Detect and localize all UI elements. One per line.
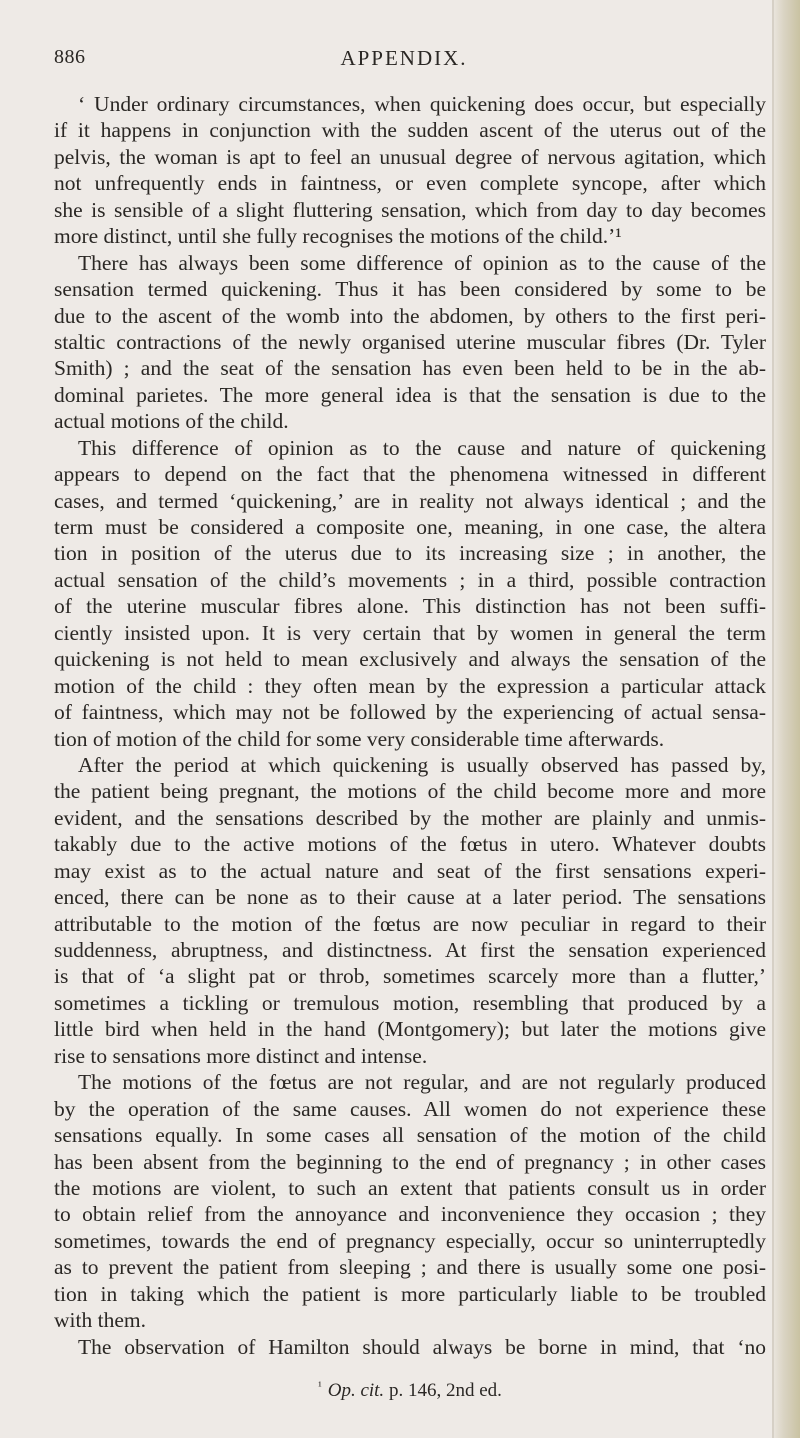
text-line: due to the ascent of the womb into the abdomen, by others to the first peri- (54, 303, 766, 328)
text-line: the motions are violent, to such an extent that patients consult us in order (54, 1175, 766, 1200)
text-line: rise to sensations more distinct and intense. (54, 1043, 428, 1068)
text-line: to obtain relief from the annoyance and inconvenience they occasion ; they (54, 1202, 766, 1227)
text-line: enced, there can be none as to their cause at a later period. The sensations (54, 885, 766, 910)
text-line: tion in taking which the patient is more particularly liable to be troubled (54, 1281, 766, 1306)
text-line: staltic contractions of the newly organised uterine muscular fibres (Dr. Tyler (54, 329, 766, 354)
text-line: term must be considered a composite one, meaning, in one case, the altera (54, 515, 766, 539)
footnote-citation: Op. cit. (327, 1380, 385, 1401)
text-line: cases, and termed ‘quickening,’ are in reality not always identical ; and the (54, 488, 766, 513)
text-line: motion of the child : they often mean by the expression a particular attack (54, 673, 766, 698)
text-line: sometimes a tickling or tremulous motion, resembling that produced by a (54, 990, 766, 1015)
text-line: dominal parietes. The more general idea is that the sensation is due to the (54, 382, 766, 407)
footnote-marker: ¹ (318, 1379, 322, 1393)
text-line: The motions of the fœtus are not regular, and are not regularly produced (78, 1070, 766, 1095)
text-line: more distinct, until she fully recognises the motions of the child.’¹ (54, 224, 622, 249)
text-line: quickening is not held to mean exclusively and always the sensation of the (54, 647, 766, 672)
text-line: takably due to the active motions of the fœtus in utero. Whatever doubts (54, 832, 766, 857)
text-line: sensations equally. In some cases all sensation of the motion of the child (54, 1123, 766, 1148)
page-header (54, 46, 754, 76)
text-line: evident, and the sensations described by the mother are plainly and unmis- (54, 805, 766, 830)
text-line: Smith) ; and the seat of the sensation has even been held to be in the ab- (54, 356, 766, 381)
text-line: of faintness, which may not be followed by the experiencing of actual sensa- (54, 700, 766, 725)
text-line: ‘ Under ordinary circumstances, when quickening does occur, but especially (78, 92, 766, 116)
text-line: actual sensation of the child’s movements ; in a third, possible contraction (54, 567, 766, 592)
text-line: suddenness, abruptness, and distinctness. At first the sensation experienced (54, 938, 766, 962)
text-line: has been absent from the beginning to the end of pregnancy ; in other cases (54, 1149, 766, 1174)
text-line: appears to depend on the fact that the phenomena witnessed in different (54, 462, 766, 487)
text-line: she is sensible of a slight fluttering sensation, which from day to day becomes (54, 197, 766, 222)
text-line: ciently insisted upon. It is very certain that by women in general the term (54, 620, 766, 645)
text-line: actual motions of the child. (54, 409, 289, 434)
text-line: This difference of opinion as to the cause and nature of quickening (78, 435, 766, 460)
text-line: tion of motion of the child for some very considerable time afterwards. (54, 726, 665, 751)
text-line: attributable to the motion of the fœtus are now peculiar in regard to their (54, 911, 766, 936)
text-line: by the operation of the same causes. All women do not experience these (54, 1096, 766, 1121)
text-line: There has always been some difference of opinion as to the cause of the (78, 250, 766, 275)
footnote-reference: p. 146, 2nd ed. (384, 1380, 502, 1401)
text-line: pelvis, the woman is apt to feel an unusual degree of nervous agitation, which (54, 144, 766, 169)
text-line: as to prevent the patient from sleeping ; and there is usually some one posi- (54, 1255, 766, 1280)
text-line: sensation termed quickening. Thus it has been considered by some to be (54, 277, 766, 302)
text-line: little bird when held in the hand (Montgomery); but later the motions give (54, 1017, 766, 1042)
text-line: if it happens in conjunction with the sudden ascent of the uterus out of the (54, 118, 766, 143)
text-line: the patient being pregnant, the motions of the child become more and more (54, 779, 766, 804)
text-line: is that of ‘a slight pat or throb, sometimes scarcely more than a flutter,’ (54, 964, 766, 989)
page-number: 886 (54, 46, 86, 68)
text-line: sometimes, towards the end of pregnancy especially, occur so uninterruptedly (54, 1228, 766, 1253)
footnote (54, 1379, 766, 1402)
text-line: of the uterine muscular fibres alone. This distinction has not been suffi- (54, 594, 766, 619)
body-text (54, 91, 766, 1360)
text-line: The observation of Hamilton should always be borne in mind, that ‘no (78, 1334, 766, 1359)
text-line: tion in position of the uterus due to its increasing size ; in another, the (54, 541, 766, 566)
text-line: After the period at which quickening is usually observed has passed by, (78, 752, 766, 777)
text-line: may exist as to the actual nature and seat of the first sensations experi- (54, 858, 766, 883)
running-head: APPENDIX. (340, 46, 468, 70)
text-line: not unfrequently ends in faintness, or even complete syncope, after which (54, 171, 766, 196)
page-edge (774, 0, 800, 1438)
text-line: with them. (54, 1308, 146, 1333)
